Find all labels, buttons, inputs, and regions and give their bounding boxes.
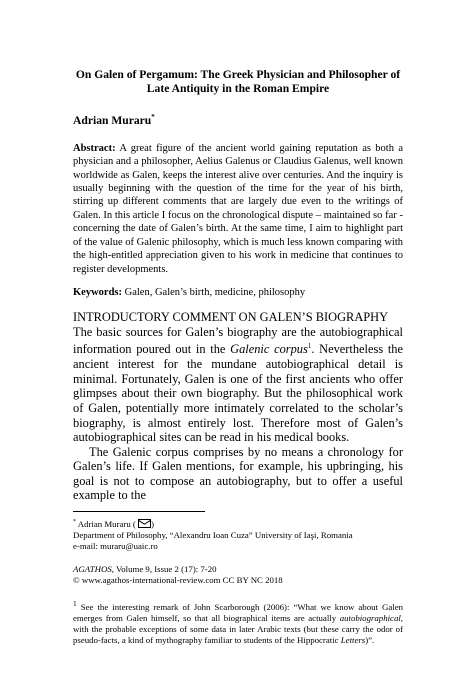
abstract-label: Abstract: (73, 142, 116, 154)
copyright-line: © www.agathos-international-review.com CC BY NC 2018 (73, 575, 283, 585)
author-footnote: * Adrian Muraru ( ) Department of Philosophy, “Alexandru Ioan Cuza” University of Iaşi, Romania e-mail: muraru@uaic.ro (73, 517, 403, 552)
author-footnote-mark: * (151, 113, 155, 121)
keywords-label: Keywords: (73, 287, 122, 299)
journal-name: AGATHOS (73, 564, 112, 574)
footnote-divider (73, 511, 205, 512)
keywords (73, 286, 403, 299)
footnote-ref-1[interactable]: 1 (307, 342, 312, 351)
envelope-icon[interactable] (138, 519, 151, 528)
journal-info: AGATHOS, Volume 9, Issue 2 (17): 7-20 © www.agathos-international-review.com CC BY NC 2018 (73, 564, 403, 586)
abstract-text: A great figure of the ancient world gaining reputation as both a physician and a philosopher, Aelius Galenus or Claudius Galenus, well known worldwide as Galen, keeps the interest alive over centuries. And the inquiry is usually beginning with the question of the time for the year of his birth, stirring up different comments that are largely due even to the writings of Galen. In this article I focus on the chronological dispute – maintained so far - concerning the date of Galen’s birth. At the same time, I aim to highlight part of the value of Galenic philosophy, which is much less known comparing with the high-entitled appreciation given to his work in medicine that continues to register developments. (73, 142, 403, 275)
section-heading: INTRODUCTORY COMMENT ON GALEN’S BIOGRAPHY (73, 309, 389, 324)
paper-page (73, 68, 403, 646)
galenic-corpus-term: Galenic corpus (230, 342, 308, 357)
author-email[interactable]: e-mail: muraru@uaic.ro (73, 541, 158, 551)
abstract (73, 142, 403, 276)
article-title: On Galen of Pergamum: The Greek Physician and Philosopher of Late Antiquity in the Roman Empire (75, 68, 401, 95)
author-line (73, 110, 403, 128)
footnote-1: $^1$ See the interesting remark of John Scarborough (2006): “What we know about Galen emerges from Galen himself, so that all biographical items are actually autobiographical, with the probable exceptions of some data in later Arabic texts (but these carry the odor of pseudo-facts, a kind of mythography familiar to students of the Hippocratic Letters)”. (73, 599, 404, 645)
body-paragraph-1: The basic sources for Galen’s biography are the autobiographical information poured out in the Galenic corpus$^1$. Nevertheless the ancient interest for the mundane autobiographical detail is minimal. Fortunately, Galen is one of the first ancients who offer glimpses about their own biography. But the philosophical work of Galen, potentially more intimately correlated to the scholar’s biography, is almost entirely lost. Therefore most of Galen’s autobiographical sites can be read in his medical books. (73, 324, 403, 445)
author-name: Adrian Muraru (73, 113, 152, 127)
body-paragraph-2: The Galenic corpus comprises by no means a chronology for Galen’s life. If Galen mentions, for example, his upbringing, his goal is not to compose an autobiography, but to offer a useful example to the (73, 444, 403, 503)
keywords-text: Galen, Galen’s birth, medicine, philosophy (124, 287, 306, 299)
author-affiliation: Department of Philosophy, “Alexandru Ioan Cuza” University of Iaşi, Romania (73, 530, 353, 540)
